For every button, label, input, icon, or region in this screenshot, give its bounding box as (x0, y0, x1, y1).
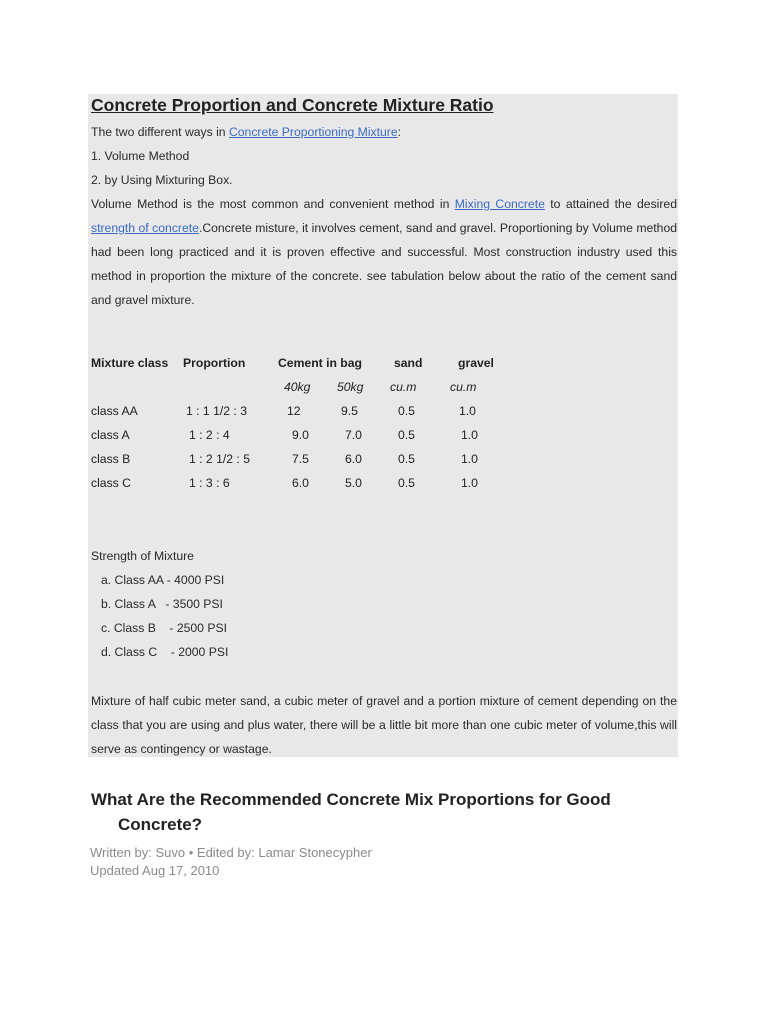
strength-item: d. Class C - 2000 PSI (101, 645, 229, 659)
table-cell: class A (91, 428, 130, 442)
table-cell: class C (91, 476, 131, 490)
strength-item: a. Class AA - 4000 PSI (101, 573, 225, 587)
table-cell: 1.0 (461, 428, 478, 442)
intro-suffix: : (397, 125, 402, 139)
table-cell: 1 : 1 1/2 : 3 (186, 404, 247, 418)
th-mixture-class: Mixture class (91, 356, 169, 370)
strength-of-concrete-link[interactable]: strength of concrete (91, 221, 199, 235)
table-cell: 9.5 (341, 404, 358, 418)
th-proportion: Proportion (183, 356, 246, 370)
table-cell: 1.0 (461, 476, 478, 490)
recommended-mix-heading (91, 787, 691, 837)
th-cement-in-bag: Cement in bag (278, 356, 362, 370)
para1-text-a: Volume Method is the most common and convenient method in (91, 197, 455, 211)
unit-50kg: 50kg (337, 380, 364, 394)
table-cell: 6.0 (292, 476, 309, 490)
table-cell: 0.5 (398, 404, 415, 418)
table-cell: 1.0 (459, 404, 476, 418)
heading-line-2: Concrete? (118, 815, 203, 834)
mixing-concrete-link[interactable]: Mixing Concrete (454, 197, 545, 211)
volume-method-paragraph (91, 192, 677, 312)
table-cell: class B (91, 452, 131, 466)
intro-prefix: The two different ways in (91, 125, 229, 139)
method-2: 2. by Using Mixturing Box. (91, 173, 233, 187)
table-cell: 1 : 2 : 4 (189, 428, 230, 442)
table-cell: 0.5 (398, 476, 415, 490)
table-cell: 7.5 (292, 452, 309, 466)
unit-gravel-cum: cu.m (450, 380, 477, 394)
para1-text-b: to attained the desired (544, 197, 677, 211)
strength-item: b. Class A - 3500 PSI (101, 597, 223, 611)
table-cell: 1 : 2 1/2 : 5 (189, 452, 250, 466)
table-cell: 7.0 (345, 428, 362, 442)
th-sand: sand (394, 356, 423, 370)
concrete-proportioning-link[interactable]: Concrete Proportioning Mixture (228, 125, 398, 139)
table-cell: 0.5 (398, 428, 415, 442)
th-gravel: gravel (458, 356, 494, 370)
intro-line (91, 120, 401, 144)
table-cell: 12 (287, 404, 301, 418)
heading-line-1: What Are the Recommended Concrete Mix Proportions for Good (91, 790, 611, 809)
table-cell: class AA (91, 404, 138, 418)
table-cell: 6.0 (345, 452, 362, 466)
strength-title: Strength of Mixture (91, 549, 194, 563)
table-cell: 9.0 (292, 428, 309, 442)
table-cell: 0.5 (398, 452, 415, 466)
table-cell: 1 : 3 : 6 (189, 476, 230, 490)
strength-item: c. Class B - 2500 PSI (101, 621, 227, 635)
article-title: Concrete Proportion and Concrete Mixture Ratio (91, 95, 494, 115)
unit-sand-cum: cu.m (390, 380, 417, 394)
byline: Written by: Suvo • Edited by: Lamar Stonecypher (90, 845, 372, 860)
table-cell: 5.0 (345, 476, 362, 490)
para1-text-c: .Concrete misture, it involves cement, sand and gravel. Proportioning by Volume method had been long practiced and it is proven effective and successful. Most construction industry used this method in proportion the mixture of the concrete. see tabulation below about the ratio of the cement sand and gravel mixture. (91, 221, 678, 307)
method-1: 1. Volume Method (91, 149, 190, 163)
unit-40kg: 40kg (284, 380, 311, 394)
contingency-paragraph: Mixture of half cubic meter sand, a cubic meter of gravel and a portion mixture of cement depending on the class that you are using and plus water, there will be a little bit more than one cubic meter of volume,this will serve as contingency or wastage. (91, 694, 677, 756)
table-cell: 1.0 (461, 452, 478, 466)
updated-date: Updated Aug 17, 2010 (90, 863, 220, 878)
